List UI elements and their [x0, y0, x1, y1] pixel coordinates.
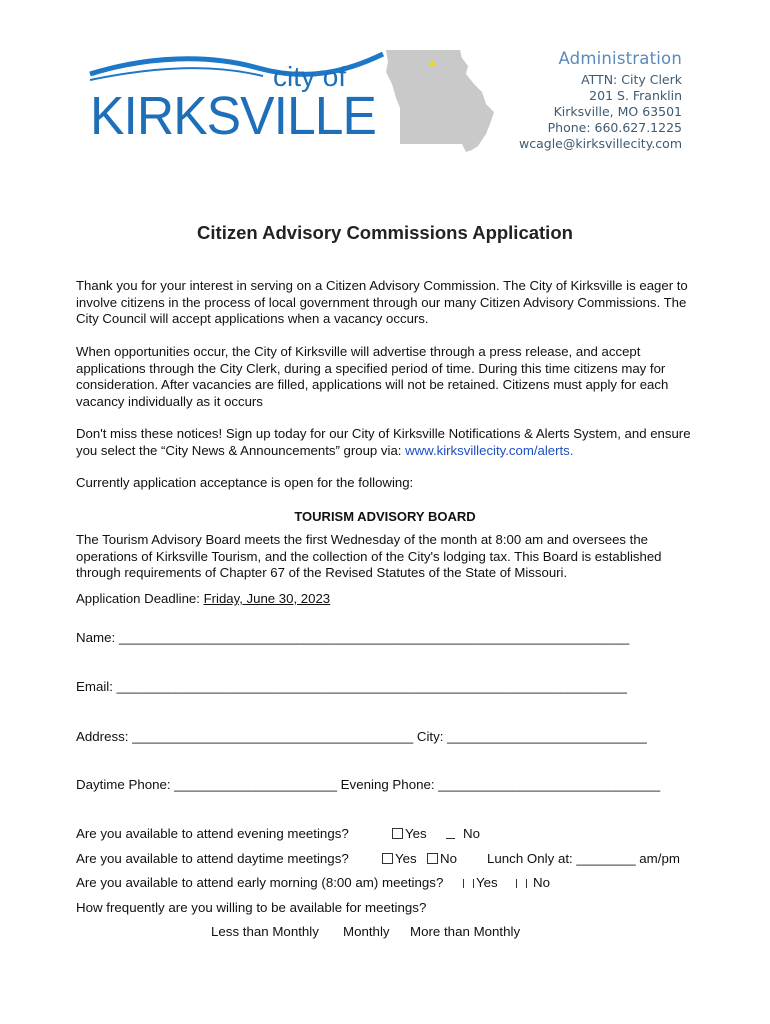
- daytime-question: Are you available to attend daytime meetings?: [76, 851, 349, 866]
- address-line-attn: ATTN: City Clerk: [581, 72, 682, 87]
- missouri-map-icon: [382, 48, 497, 153]
- evening-question: Are you available to attend evening meetings?: [76, 826, 349, 841]
- form-title: Citizen Advisory Commissions Application: [197, 222, 573, 243]
- deadline-label: Application Deadline:: [76, 591, 204, 606]
- address-line-city: Kirksville, MO 63501: [553, 104, 682, 119]
- section-heading: TOURISM ADVISORY BOARD: [294, 509, 476, 524]
- checkbox-icon[interactable]: [427, 853, 438, 864]
- name-field[interactable]: Name: _____________________________________________________________________: [76, 630, 630, 645]
- deadline-line: [76, 591, 696, 608]
- early-no-label: No: [533, 875, 550, 890]
- evening-no-label: No: [463, 826, 480, 841]
- early-no-option[interactable]: [516, 875, 550, 890]
- deadline-value: Friday, June 30, 2023: [203, 591, 331, 606]
- daytime-no-label: No: [440, 851, 457, 866]
- evening-yes-option[interactable]: [392, 826, 427, 841]
- freq-monthly[interactable]: Monthly: [343, 924, 390, 939]
- logo-wordmark: KIRKSVILLE: [90, 86, 376, 146]
- section-description: The Tourism Advisory Board meets the first Wednesday of the month at 8:00 am and oversees the operations of Kirksville Tourism, and the collection of the City's lodging tax. This Board is established through requirements of Chapter 67 of the Revised Statutes of the State of Missouri.: [76, 532, 662, 581]
- alerts-paragraph: [76, 426, 696, 459]
- admin-title: Administration: [558, 49, 682, 68]
- daytime-yes-option[interactable]: [382, 851, 417, 866]
- early-morning-question: Are you available to attend early morning (8:00 am) meetings?: [76, 875, 444, 890]
- phone-field[interactable]: Daytime Phone: ______________________ Evening Phone: ______________________________: [76, 777, 661, 792]
- kirksville-logo: [88, 46, 388, 146]
- email-field[interactable]: Email: _____________________________________________________________________: [76, 679, 627, 694]
- daytime-yes-label: Yes: [395, 851, 417, 866]
- process-paragraph: When opportunities occur, the City of Kirksville will advertise through a press release, and accept applications through the City Clerk, during a specified period of time. During this time citizens may for consideration. After vacancies are filled, applications will not be retained. Citizens must apply for each vacancy individually as it occurs: [76, 344, 669, 409]
- intro-paragraph: Thank you for your interest in serving on a Citizen Advisory Commission. The City of Kirksville is eager to involve citizens in the process of local government through our many Citizen Advisory Commissions. The City Council will accept applications when a vacancy occurs.: [76, 278, 688, 327]
- logo-city-of: city of: [273, 61, 347, 92]
- evening-no-option[interactable]: [446, 826, 480, 841]
- freq-more-than-monthly[interactable]: More than Monthly: [410, 924, 521, 939]
- early-yes-option[interactable]: [463, 875, 498, 890]
- address-line-street: 201 S. Franklin: [589, 88, 682, 103]
- checkbox-icon[interactable]: [516, 879, 527, 888]
- alerts-text: Don't miss these notices! Sign up today for our City of Kirksville Notifications & Alerts System, and ensure you select the “City News & Announcements” group via:: [76, 426, 691, 458]
- address-line-phone: Phone: 660.627.1225: [547, 120, 682, 135]
- daytime-no-option[interactable]: [427, 851, 457, 866]
- checkbox-icon[interactable]: [463, 879, 474, 888]
- address-field[interactable]: Address: ______________________________________ City: ___________________________: [76, 729, 647, 744]
- address-line-email: wcagle@kirksvillecity.com: [519, 136, 682, 151]
- freq-less-than-monthly[interactable]: Less than Monthly: [211, 924, 319, 939]
- checkbox-icon[interactable]: [446, 829, 455, 839]
- evening-yes-label: Yes: [405, 826, 427, 841]
- checkbox-icon[interactable]: [392, 828, 403, 839]
- checkbox-icon[interactable]: [382, 853, 393, 864]
- frequency-question: How frequently are you willing to be available for meetings?: [76, 900, 427, 915]
- early-yes-label: Yes: [476, 875, 498, 890]
- alerts-link[interactable]: www.kirksvillecity.com/alerts.: [405, 442, 574, 458]
- lunch-only-field[interactable]: Lunch Only at: ________ am/pm: [487, 851, 680, 866]
- open-for-paragraph: Currently application acceptance is open for the following:: [76, 475, 414, 490]
